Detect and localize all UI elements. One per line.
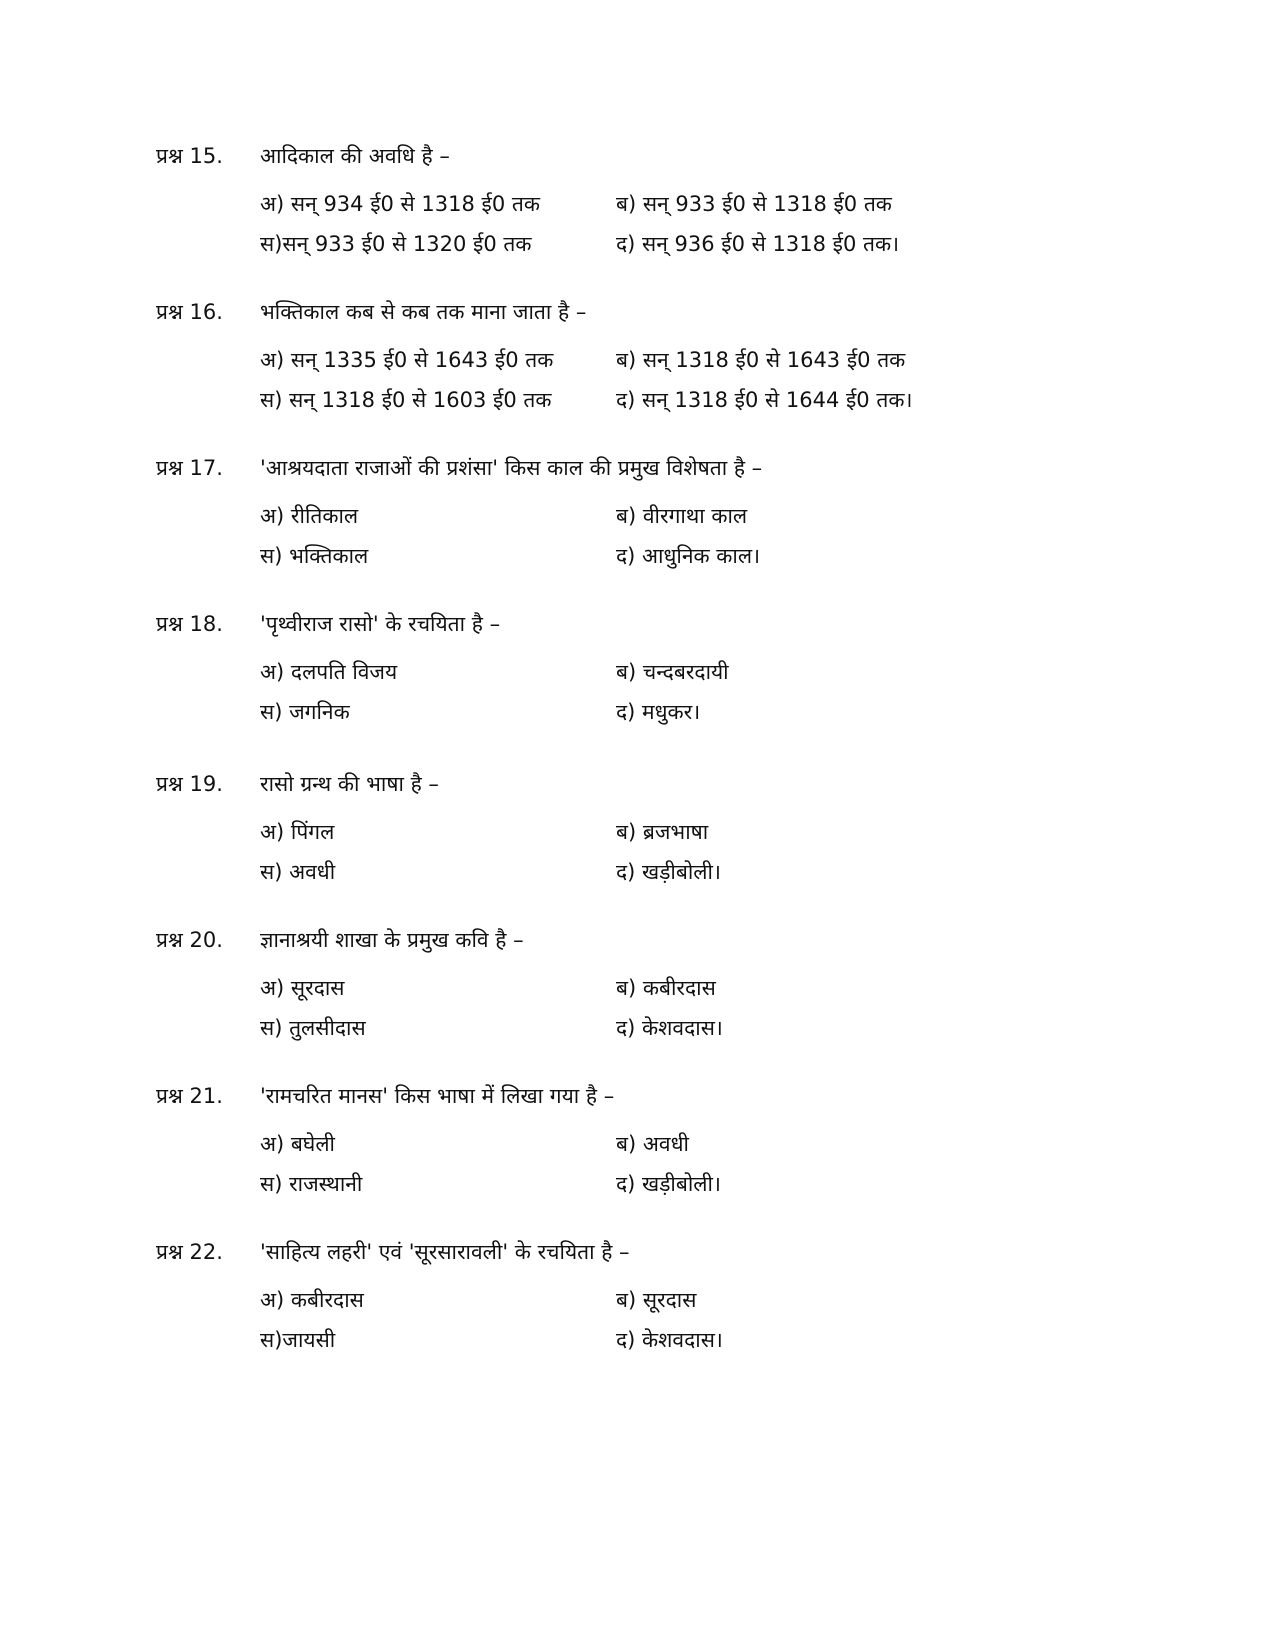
question-text: भक्तिकाल कब से कब तक माना जाता है – [260, 300, 587, 324]
question-number: प्रश्न 20. [156, 928, 223, 952]
option-c: स) जगनिक [260, 700, 350, 724]
answer-options [156, 186, 1056, 266]
option-a: अ) सन् 934 ई0 से 1318 ई0 तक [260, 192, 540, 216]
question-18 [156, 606, 1056, 734]
question-text: ज्ञानाश्रयी शाखा के प्रमुख कवि है – [260, 928, 524, 952]
option-b: ब) कबीरदास [616, 976, 716, 1000]
option-c: स) तुलसीदास [260, 1016, 366, 1040]
question-number: प्रश्न 15. [156, 144, 223, 168]
question-number: प्रश्न 21. [156, 1084, 223, 1108]
option-a: अ) पिंगल [260, 820, 335, 844]
question-text: 'आश्रयदाता राजाओं की प्रशंसा' किस काल की प्रमुख विशेषता है – [260, 456, 763, 480]
answer-options [156, 498, 1056, 578]
question-22 [156, 1234, 1056, 1362]
option-b: ब) अवधी [616, 1132, 689, 1156]
option-d: द) आधुनिक काल। [616, 544, 761, 568]
option-a: अ) कबीरदास [260, 1288, 364, 1312]
option-c: स)जायसी [260, 1328, 336, 1352]
option-c: स) राजस्थानी [260, 1172, 363, 1196]
option-a: अ) दलपति विजय [260, 660, 398, 684]
question-text: रासो ग्रन्थ की भाषा है – [260, 772, 439, 796]
question-20 [156, 922, 1056, 1050]
question-number: प्रश्न 16. [156, 300, 223, 324]
answer-options [156, 1126, 1056, 1206]
question-15 [156, 138, 1056, 266]
option-d: द) सन् 936 ई0 से 1318 ई0 तक। [616, 232, 900, 256]
option-d: द) केशवदास। [616, 1016, 723, 1040]
question-number: प्रश्न 17. [156, 456, 223, 480]
option-c: स) सन् 1318 ई0 से 1603 ई0 तक [260, 388, 552, 412]
answer-options [156, 654, 1056, 734]
option-a: अ) सूरदास [260, 976, 345, 1000]
question-number: प्रश्न 19. [156, 772, 223, 796]
option-c: स) भक्तिकाल [260, 544, 369, 568]
option-b: ब) सन् 933 ई0 से 1318 ई0 तक [616, 192, 892, 216]
question-19 [156, 766, 1056, 894]
option-d: द) खड़ीबोली। [616, 860, 721, 884]
answer-options [156, 1282, 1056, 1362]
answer-options [156, 342, 1056, 422]
question-text: आदिकाल की अवधि है – [260, 144, 450, 168]
option-b: ब) वीरगाथा काल [616, 504, 748, 528]
option-b: ब) सन् 1318 ई0 से 1643 ई0 तक [616, 348, 906, 372]
option-b: ब) सूरदास [616, 1288, 697, 1312]
option-a: अ) सन् 1335 ई0 से 1643 ई0 तक [260, 348, 554, 372]
question-16 [156, 294, 1056, 422]
question-number: प्रश्न 18. [156, 612, 223, 636]
question-text: 'पृथ्वीराज रासो' के रचयिता है – [260, 612, 501, 636]
question-17 [156, 450, 1056, 578]
answer-options [156, 814, 1056, 894]
option-a: अ) रीतिकाल [260, 504, 359, 528]
option-c: स)सन् 933 ई0 से 1320 ई0 तक [260, 232, 532, 256]
question-text: 'रामचरित मानस' किस भाषा में लिखा गया है – [260, 1084, 615, 1108]
option-b: ब) ब्रजभाषा [616, 820, 709, 844]
option-c: स) अवधी [260, 860, 336, 884]
option-d: द) सन् 1318 ई0 से 1644 ई0 तक। [616, 388, 913, 412]
question-21 [156, 1078, 1056, 1206]
option-d: द) खड़ीबोली। [616, 1172, 721, 1196]
answer-options [156, 970, 1056, 1050]
option-d: द) केशवदास। [616, 1328, 723, 1352]
option-d: द) मधुकर। [616, 700, 701, 724]
question-text: 'साहित्य लहरी' एवं 'सूरसारावली' के रचयिता है – [260, 1240, 630, 1264]
question-number: प्रश्न 22. [156, 1240, 223, 1264]
option-b: ब) चन्दबरदायी [616, 660, 729, 684]
option-a: अ) बघेली [260, 1132, 335, 1156]
